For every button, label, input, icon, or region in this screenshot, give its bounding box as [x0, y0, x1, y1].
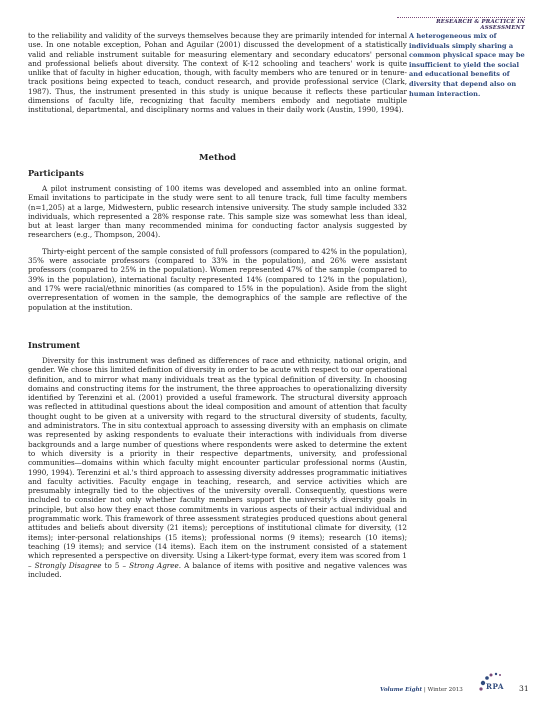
intro-section [28, 31, 407, 115]
instrument-paragraph [28, 356, 407, 579]
intro-paragraph: to the reliability and validity of the surveys themselves because they are primarily intended for internal use. In one notable exception, Pohan and Aguilar (2001) discussed the development of a statistically valid and reliable instrument suitable for measuring elementary and secondary educators' personal and professional beliefs about diversity. The context of K-12 schooling and teachers' work is quite unlike that of faculty in higher education, though, with faculty members who are tenured or in tenure-track positions being expected to teach, conduct research, and provide professional service (Clark, 1987). Thus, the instrument presented in this study is unique because it reflects these particular dimensions of faculty life, recognizing that faculty members embody and negotiate multiple institutional, departmental, and disciplinary norms and values in their daily work (Austin, 1990, 1994). [28, 31, 407, 115]
footer-separator: | [422, 687, 428, 693]
participants-paragraph-2: Thirty-eight percent of the sample consisted of full professors (compared to 42% in the population), 35% were associate professors (compared to 33% in the population), and 26% were assistant professors (compared to 25% in the population). Women represented 47% of the sample (compared to 39% in the population), international faculty represented 14% (compared to 12% in the population), and 17% were racial/ethnic minorities (as compared to 15% in the population). Aside from the slight overrepresentation of women in the sample, the demographics of the sample are reflective of the population at the institution. [28, 246, 407, 312]
scale-low-label: Strongly Disagree [34, 560, 102, 570]
participants-section [28, 184, 407, 312]
participants-heading: Participants [28, 168, 84, 178]
footer-issue-date: Winter 2013 [427, 687, 463, 693]
scale-mid-text: to 5 – [101, 560, 130, 570]
scale-high-label: Strong Agree [129, 560, 179, 570]
footer-volume: Volume Eight [380, 687, 423, 693]
instrument-section [28, 356, 407, 579]
method-heading: Method [199, 153, 236, 163]
running-header-rule [397, 17, 525, 18]
instrument-heading: Instrument [28, 340, 81, 350]
sidebar-pullquote: A heterogeneous mix of individuals simply sharing a common physical space may be insufficient to yield the social and educational benefits of diversity that depend also on human interaction. [409, 32, 525, 98]
running-header: RESEARCH & PRACTICE IN ASSESSMENT [436, 19, 525, 31]
page-number: 31 [519, 684, 529, 693]
participants-paragraph-1: A pilot instrument consisting of 100 items was developed and assembled into an online format. Email invitations to participate in the study were sent to all tenure track, full time faculty members (n=1,205) at a large, Midwestern, public research intensive university. The study sample included 332 individuals, which represented a 28% response rate. This sample size was somewhat less than ideal, but at least larger than many recommended minima for conducting factor analysis suggested by researchers (e.g., Thompson, 2004). [28, 184, 407, 240]
instrument-text-end: . A balance of items with positive and negative valences was included. [28, 560, 407, 579]
footer-issue [380, 687, 463, 693]
instrument-text: Diversity for this instrument was defined as differences of race and ethnicity, national origin, and gender. We chose this limited definition of diversity in order to be acute with respect to our operational definition, and to mirror what many individuals treat as the typical definition of diversity. In choosing domains and constructing items for the instrument, the three approaches to operationalizing diversity identified by Terenzini et al. (2001) provided a useful framework. The structural diversity approach was reflected in attitudinal questions about the ideal composition and amount of attention that faculty thought ought to be given at a university with regard to the structural diversity of students, faculty, and administrators. The in situ contextual approach to assessing diversity with an emphasis on climate was represented by asking respondents to evaluate their interactions with individuals from diverse backgrounds and a large number of questions where respondents were asked to determine the extent to which diversity is a priority in their respective departments, university, and professional communities—domains within which faculty might encounter particular professional norms (Austin, 1990, 1994). Terenzini et al.'s third approach to assessing diversity addresses programmatic initiatives and faculty activities. Faculty engage in teaching, research, and service activities which are presumably integrally tied to the objectives of the university overall. Consequently, questions were included to consider not only whether faculty members support the university's diversity goals in principle, but also how they enact those commitments in various aspects of their actual individual and programmatic work. This framework of three assessment strategies produced questions about general attitudes and beliefs about diversity (21 items); perceptions of institutional climate for diversity, (12 items); inter-personal relationships (15 items); professional norms (9 items); research (10 items); teaching (19 items); and service (14 items). Each item on the instrument consisted of a statement which represented a perspective on diversity. Using a Likert-type format, every item was scored from 1 – [28, 356, 407, 570]
rpa-logo-text: RPA [486, 682, 504, 691]
